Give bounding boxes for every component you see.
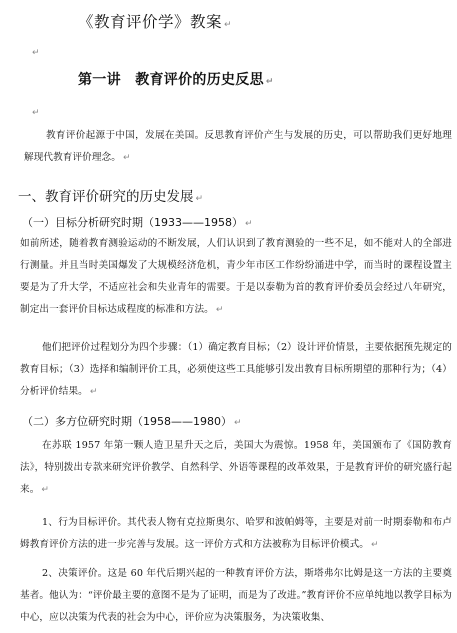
lecture-title-text: 第一讲 教育评价的历史反思 — [78, 72, 264, 88]
body-paragraph-text: 2、决策评价。这是 60 年代后期兴起的一种教育评价方法，斯塔弗尔比姆是这一方法的主要奠基者。他认为：“评价最主要的意图不是为了证明，而是为了改进。”教育评价不应单纯地以教学目标为中心，应以决策为代表的社会为中心，评价应为决策服务，为决策收集、 — [20, 568, 452, 623]
body-paragraph-text: 1、行为目标评价。其代表人物有克拉斯奥尔、哈罗和波帕姆等，主要是对前一时期泰勒和布卢姆教育评价方法的进一步完善与发展。这一评价方式和方法被称为目标评价模式。 — [20, 517, 452, 550]
paragraph-mark-icon: ↵ — [89, 387, 98, 397]
paragraph-mark-icon: ↵ — [32, 48, 40, 58]
paragraph-mark-icon: ↵ — [215, 305, 224, 315]
body-paragraph — [20, 435, 452, 501]
body-paragraph — [20, 512, 452, 556]
section-heading — [18, 185, 203, 205]
lecture-title — [78, 69, 274, 89]
paragraph-mark-icon: ↵ — [122, 153, 131, 163]
intro-paragraph — [24, 125, 452, 169]
intro-text: 教育评价起源于中国，发展在美国。反思教育评价产生与发展的历史，可以帮助我们更好地理解现代教育评价理念。 — [24, 130, 452, 163]
body-paragraph-text: 如前所述，随着教育测验运动的不断发展，人们认识到了教育测验的一些不足，如不能对人的全部进行测量。并且当时美国爆发了大规模经济危机，青少年市区工作纷纷涌进中学，而当时的课程设置主要是为了升大学，不适应社会和失业青年的需要。于是以泰勒为首的教育评价委员会经过八年研究，制定出一套评价目标达成程度的标准和方法。 — [20, 238, 452, 315]
paragraph-mark-icon: ↵ — [195, 194, 204, 204]
subsection-heading — [22, 214, 253, 230]
paragraph-mark-icon: ↵ — [245, 219, 253, 229]
section-heading-text: 一、教育评价研究的历史发展 — [18, 189, 194, 205]
subsection-heading — [22, 413, 242, 429]
subsection-heading-text: （二）多方位研究时期（1958——1980） — [22, 415, 232, 428]
document-title-text: 《教育评价学》教案 — [78, 13, 223, 31]
empty-line — [30, 40, 40, 59]
paragraph-mark-icon: ↵ — [234, 418, 242, 428]
paragraph-mark-icon: ↵ — [370, 540, 379, 550]
body-paragraph — [20, 563, 452, 629]
body-paragraph — [20, 233, 452, 321]
paragraph-mark-icon: ↵ — [265, 77, 274, 87]
subsection-heading-text: （一）目标分析研究时期（1933——1958） — [22, 216, 243, 229]
empty-line — [30, 100, 40, 119]
body-paragraph-text: 他们把评价过程划分为四个步骤：（1）确定教育目标；（2）设计评价情景，主要依据预先规定的教育目标；（3）选择和编制评价工具，必须使这些工具能够引发出教育目标所期望的那种行为；（4）分析评价结果。 — [20, 342, 452, 397]
document-title — [78, 10, 232, 32]
body-paragraph — [20, 337, 452, 403]
paragraph-mark-icon: ↵ — [32, 108, 40, 118]
paragraph-mark-icon: ↵ — [224, 20, 233, 30]
paragraph-mark-icon: ↵ — [41, 485, 50, 495]
body-paragraph-text: 在苏联 1957 年第一颗人造卫星升天之后，美国大为震惊。1958 年，美国颁布了《国防教育法》，特别拨出专款来研究评价教学、自然科学、外语等课程的改革效果，于是教育评价的研究盛行起来。 — [20, 440, 452, 495]
